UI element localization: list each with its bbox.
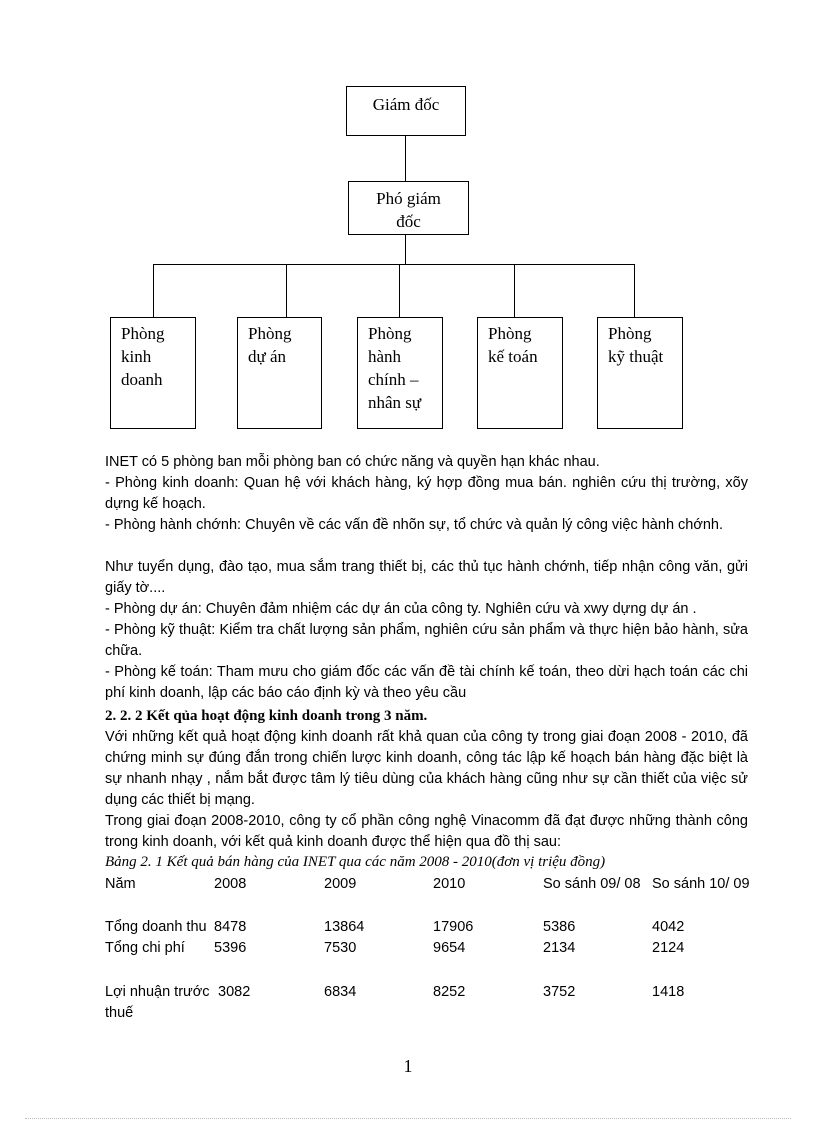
table-header-cell: So sánh 09/ 08 — [543, 876, 641, 892]
table-cell: 2134 — [543, 940, 576, 956]
dept-label-line: Phòng — [488, 324, 532, 343]
table-cell: 5396 — [214, 940, 247, 956]
paragraph-period: Trong giai đoạn 2008-2010, công ty cổ phần công nghệ Vinacomm đã đạt được những thành công trong kinh doanh, với kết quả kinh doanh được thể hiện qua đồ thị sau: — [105, 813, 748, 850]
department-bus-line — [153, 264, 635, 265]
table-header-cell: 2010 — [433, 876, 466, 892]
dept-label-line: chính – — [368, 370, 419, 389]
table-cell: 17906 — [433, 919, 474, 935]
department-sales-box — [110, 317, 196, 429]
table-cell: 5386 — [543, 919, 576, 935]
vice-director-label-line-1: Phó giám — [376, 189, 441, 208]
dept-label-line: doanh — [121, 370, 163, 389]
table-header-cell: Năm — [105, 876, 136, 892]
table-cell: 1418 — [652, 984, 685, 1000]
paragraph-technical-dept: - Phòng kỹ thuật: Kiểm tra chất lượng sản phẩm, nghiên cứu sản phẩm và thực hiện bảo hành, sửa chữa. — [105, 622, 748, 659]
table-cell: 6834 — [324, 984, 357, 1000]
table-cell: 9654 — [433, 940, 466, 956]
dept-label-line: nhân sự — [368, 393, 422, 412]
paragraph-results: Với những kết quả hoạt động kinh doanh rất khả quan của công ty trong giai đoạn 2008 - 2010, đã chứng minh sự đúng đắn trong chiến lược kinh doanh, công tác lập kế hoạch bán hàng đặc biệt là sự nhanh nhạy , nắm bắt được tâm lý tiêu dùng của khách hàng cũng như sự cần thiết của việc sử dụng các thiết bị mạng. — [105, 729, 748, 808]
dept-label-line: dự án — [248, 347, 287, 366]
table-cell: 8252 — [433, 984, 466, 1000]
table-row-label: Lợi nhuận trước — [105, 984, 210, 1000]
paragraph-accounting-dept: - Phòng kế toán: Tham mưu cho giám đốc các vấn đề tài chính kế toán, theo dừi hạch toán các chi phí kinh doanh, lập các báo cáo định kỳ và theo yêu cầu — [105, 664, 748, 701]
connector-director-vice — [405, 136, 406, 181]
table-row-label: Tổng chi phí — [105, 940, 185, 956]
connector-dept-5 — [634, 264, 635, 317]
department-admin-hr-box — [357, 317, 443, 429]
connector-dept-2 — [286, 264, 287, 317]
connector-dept-1 — [153, 264, 154, 317]
connector-vice-bus — [405, 235, 406, 264]
page-number: 1 — [403, 1056, 413, 1076]
dept-label-line: Phòng — [248, 324, 292, 343]
connector-dept-4 — [514, 264, 515, 317]
table-caption: Bảng 2. 1 Kết quả bán hàng của INET qua các năm 2008 - 2010(đơn vị triệu đồng) — [105, 854, 606, 870]
section-heading: 2. 2. 2 Kết qủa hoạt động kinh doanh trong 3 năm. — [105, 708, 428, 724]
table-cell: 4042 — [652, 919, 685, 935]
dept-label-line: kế toán — [488, 347, 538, 366]
paragraph-admin-dept: - Phòng hành chớnh: Chuyên về các vấn đề nhõn sự, tổ chức và quản lý công việc hành chớnh. — [105, 517, 724, 533]
vice-director-label-line-2: đốc — [396, 212, 421, 231]
table-header-cell: So sánh 10/ 09 — [652, 876, 750, 892]
table-cell: 8478 — [214, 919, 247, 935]
department-technical-box — [597, 317, 683, 429]
table-cell: 2124 — [652, 940, 685, 956]
paragraph-projects-dept: - Phòng dự án: Chuyên đảm nhiệm các dự án của công ty. Nghiên cứu và xwy dựng dự án . — [105, 601, 697, 617]
director-label: Giám đốc — [372, 95, 440, 114]
dept-label-line: Phòng — [121, 324, 165, 343]
paragraph-admin-tasks: Như tuyển dụng, đào tạo, mua sắm trang thiết bị, các thủ tục hành chớnh, tiếp nhận công văn, gửi giấy tờ.... — [105, 559, 748, 596]
table-header-cell: 2009 — [324, 876, 357, 892]
table-cell: 13864 — [324, 919, 365, 935]
dept-label-line: Phòng — [608, 324, 652, 343]
dept-label-line: kinh — [121, 347, 152, 366]
connector-dept-3 — [399, 264, 400, 317]
department-accounting-box — [477, 317, 563, 429]
paragraph-intro: INET có 5 phòng ban mỗi phòng ban có chức năng và quyền hạn khác nhau. — [105, 454, 600, 470]
director-box — [346, 86, 466, 136]
dept-label-line: Phòng — [368, 324, 412, 343]
page-bottom-divider — [25, 1118, 791, 1119]
vice-director-box — [348, 181, 469, 235]
table-header-cell: 2008 — [214, 876, 247, 892]
table-row-label: Tổng doanh thu — [105, 919, 207, 935]
dept-label-line: kỹ thuật — [608, 347, 664, 366]
department-projects-box — [237, 317, 322, 429]
table-cell: 3082 — [218, 984, 251, 1000]
paragraph-sales-dept: - Phòng kinh doanh: Quan hệ với khách hàng, ký hợp đồng mua bán. nghiên cứu thị trường, xõy dựng kế hoạch. — [105, 475, 748, 512]
dept-label-line: hành — [368, 347, 402, 366]
table-row-label: thuế — [105, 1005, 134, 1021]
table-cell: 7530 — [324, 940, 357, 956]
table-cell: 3752 — [543, 984, 576, 1000]
